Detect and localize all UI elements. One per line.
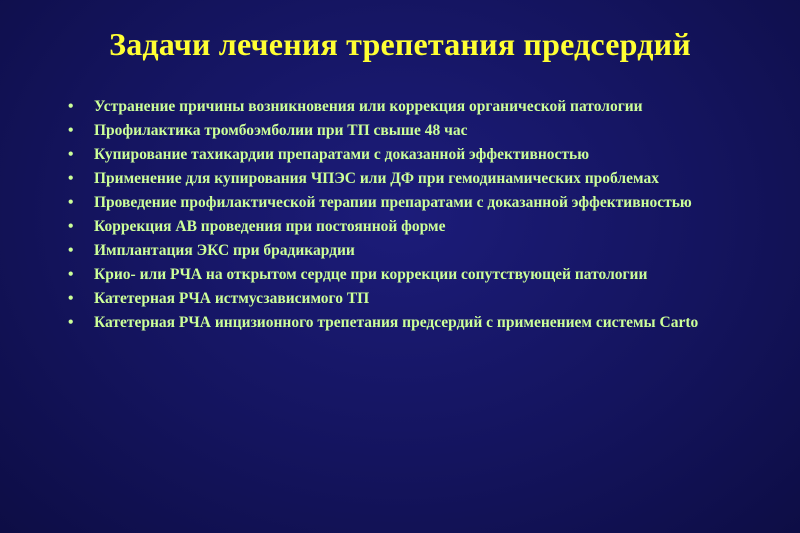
list-item bbox=[68, 122, 748, 140]
list-item-text: Применение для купирования ЧПЭС или ДФ при гемодинамических проблемах bbox=[94, 170, 659, 187]
list-item bbox=[68, 218, 748, 236]
bullet-icon: • bbox=[68, 146, 74, 163]
list-item-text: Коррекция АВ проведения при постоянной форме bbox=[94, 218, 446, 235]
list-item bbox=[68, 314, 748, 332]
bullet-icon: • bbox=[68, 194, 74, 211]
bullet-icon: • bbox=[68, 98, 74, 115]
bullet-icon: • bbox=[68, 242, 74, 259]
list-item bbox=[68, 146, 748, 164]
bullet-icon: • bbox=[68, 290, 74, 307]
slide-title: Задачи лечения трепетания предсердий bbox=[109, 26, 691, 62]
bullet-icon: • bbox=[68, 266, 74, 283]
list-item-text: Проведение профилактической терапии препаратами с доказанной эффективностью bbox=[94, 194, 692, 211]
list-item bbox=[68, 98, 748, 116]
list-item-text: Крио- или РЧА на открытом сердце при коррекции сопутствующей патологии bbox=[94, 266, 648, 283]
list-item-text: Купирование тахикардии препаратами с доказанной эффективностью bbox=[94, 146, 590, 163]
bullet-icon: • bbox=[68, 170, 74, 187]
list-item-text: Катетерная РЧА истмусзависимого ТП bbox=[94, 290, 370, 307]
list-item-text: Устранение причины возникновения или коррекция органической патологии bbox=[94, 98, 643, 115]
bullet-icon: • bbox=[68, 122, 74, 139]
list-item-text: Имплантация ЭКС при брадикардии bbox=[94, 242, 355, 259]
list-item bbox=[68, 170, 748, 188]
list-item-text: Катетерная РЧА инцизионного трепетания предсердий с применением системы Carto bbox=[94, 314, 699, 331]
bullet-icon: • bbox=[68, 314, 74, 331]
bullet-list bbox=[68, 98, 748, 338]
list-item bbox=[68, 290, 748, 308]
bullet-icon: • bbox=[68, 218, 74, 235]
list-item bbox=[68, 194, 748, 212]
list-item bbox=[68, 266, 748, 284]
list-item-text: Профилактика тромбоэмболии при ТП свыше 48 час bbox=[94, 122, 468, 139]
list-item bbox=[68, 242, 748, 260]
